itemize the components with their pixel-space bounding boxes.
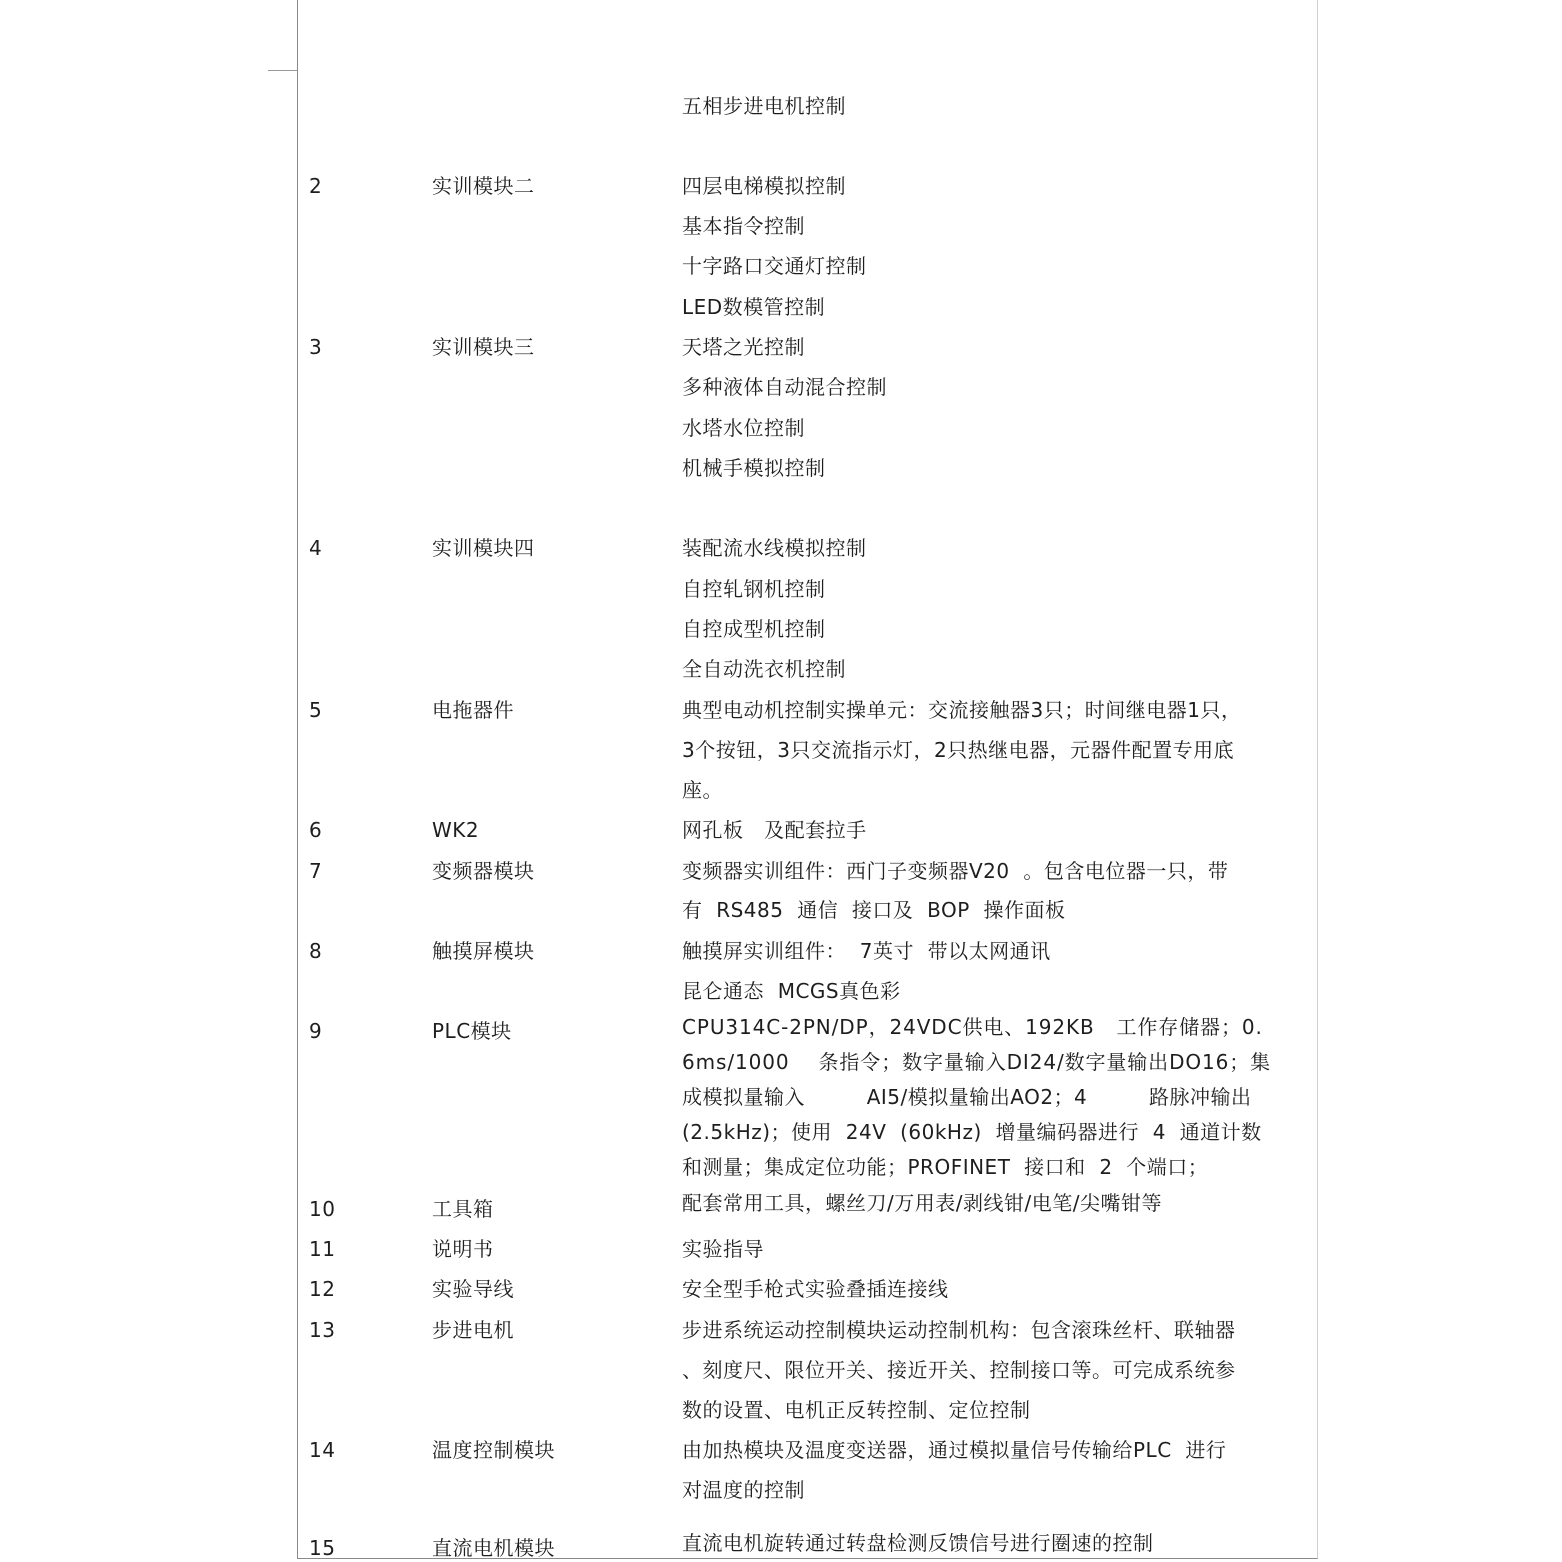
row-2-number: 2 [309, 174, 323, 198]
row-10-name: 工具箱 [432, 1197, 494, 1221]
row-3-number: 3 [309, 335, 323, 359]
row-14-number: 14 [309, 1438, 336, 1462]
row-1-desc-line-1: 五相步进电机控制 [682, 94, 846, 118]
row-10-desc-line-1: 配套常用工具，螺丝刀/万用表/剥线钳/电笔/尖嘴钳等 [682, 1191, 1162, 1215]
row-13-name: 步进电机 [432, 1318, 514, 1342]
row-14-name: 温度控制模块 [432, 1438, 555, 1462]
row-14-desc-line-1: 由加热模块及温度变送器，通过模拟量信号传输给PLC 进行 [682, 1438, 1227, 1462]
row-15-desc-line-1: 直流电机旋转通过转盘检测反馈信号进行圈速的控制 [682, 1531, 1154, 1555]
row-3-desc-line-1: 天塔之光控制 [682, 335, 805, 359]
row-4-desc-line-3: 自控成型机控制 [682, 617, 826, 641]
row-13-number: 13 [309, 1318, 336, 1342]
row-7-desc-line-1: 变频器实训组件：西门子变频器V20 。包含电位器一只，带 [682, 859, 1229, 883]
row-8-name: 触摸屏模块 [432, 939, 535, 963]
row-9-desc-line-1: CPU314C-2PN/DP，24VDC供电、192KB 工作存储器；0. [682, 1015, 1263, 1039]
row-3-name: 实训模块三 [432, 335, 535, 359]
row-15-number: 15 [309, 1536, 336, 1560]
row-9-desc-line-3: 成模拟量输入 AI5/模拟量输出AO2；4 路脉冲输出 [682, 1085, 1252, 1109]
row-5-name: 电拖器件 [432, 698, 514, 722]
row-9-name: PLC模块 [432, 1019, 512, 1043]
row-6-desc-line-1: 网孔板 及配套拉手 [682, 818, 867, 842]
row-9-desc-line-5: 和测量；集成定位功能；PROFINET 接口和 2 个端口； [682, 1155, 1209, 1179]
row-7-desc-line-2: 有 RS485 通信 接口及 BOP 操作面板 [682, 898, 1066, 922]
row-9-desc-line-2: 6ms/1000 条指令；数字量输入DI24/数字量输出DO16；集 [682, 1050, 1272, 1074]
row-9-desc-line-4: (2.5kHz)；使用 24V (60kHz) 增量编码器进行 4 通道计数 [682, 1120, 1262, 1144]
row-8-number: 8 [309, 939, 323, 963]
row-12-name: 实验导线 [432, 1277, 514, 1301]
row-4-desc-line-2: 自控轧钢机控制 [682, 577, 826, 601]
row-5-number: 5 [309, 698, 323, 722]
row-11-desc-line-1: 实验指导 [682, 1237, 764, 1261]
row-4-desc-line-4: 全自动洗衣机控制 [682, 657, 846, 681]
row-8-desc-line-2: 昆仑通态 MCGS真色彩 [682, 979, 901, 1003]
row-13-desc-line-1: 步进系统运动控制模块运动控制机构：包含滚珠丝杆、联轴器 [682, 1318, 1236, 1342]
row-12-number: 12 [309, 1277, 336, 1301]
row-14-desc-line-2: 对温度的控制 [682, 1478, 805, 1502]
row-5-desc-line-3: 座。 [682, 778, 723, 802]
row-3-desc-line-2: 多种液体自动混合控制 [682, 375, 887, 399]
row-6-name: WK2 [432, 818, 480, 842]
row-9-number: 9 [309, 1019, 323, 1043]
row-2-desc-line-3: 十字路口交通灯控制 [682, 254, 867, 278]
row-7-number: 7 [309, 859, 323, 883]
row-6-number: 6 [309, 818, 323, 842]
row-12-desc-line-1: 安全型手枪式实验叠插连接线 [682, 1277, 949, 1301]
row-11-number: 11 [309, 1237, 336, 1261]
row-2-desc-line-1: 四层电梯模拟控制 [682, 174, 846, 198]
row-2-desc-line-2: 基本指令控制 [682, 214, 805, 238]
row-5-desc-line-1: 典型电动机控制实操单元：交流接触器3只；时间继电器1只， [682, 698, 1242, 722]
row-13-desc-line-3: 数的设置、电机正反转控制、定位控制 [682, 1398, 1031, 1422]
row-3-desc-line-3: 水塔水位控制 [682, 416, 805, 440]
row-5-desc-line-2: 3个按钮，3只交流指示灯，2只热继电器，元器件配置专用底 [682, 738, 1235, 762]
row-11-name: 说明书 [432, 1237, 494, 1261]
row-8-desc-line-1: 触摸屏实训组件： 7英寸 带以太网通讯 [682, 939, 1051, 963]
row-13-desc-line-2: 、刻度尺、限位开关、接近开关、控制接口等。可完成系统参 [682, 1358, 1236, 1382]
row-4-desc-line-1: 装配流水线模拟控制 [682, 536, 867, 560]
row-3-desc-line-4: 机械手模拟控制 [682, 456, 826, 480]
row-10-number: 10 [309, 1197, 336, 1221]
row-7-name: 变频器模块 [432, 859, 535, 883]
row-2-name: 实训模块二 [432, 174, 535, 198]
row-4-name: 实训模块四 [432, 536, 535, 560]
row-2-desc-line-4: LED数模管控制 [682, 295, 826, 319]
page-corner-mark-horizontal [268, 70, 298, 71]
row-4-number: 4 [309, 536, 323, 560]
row-15-name: 直流电机模块 [432, 1536, 555, 1560]
